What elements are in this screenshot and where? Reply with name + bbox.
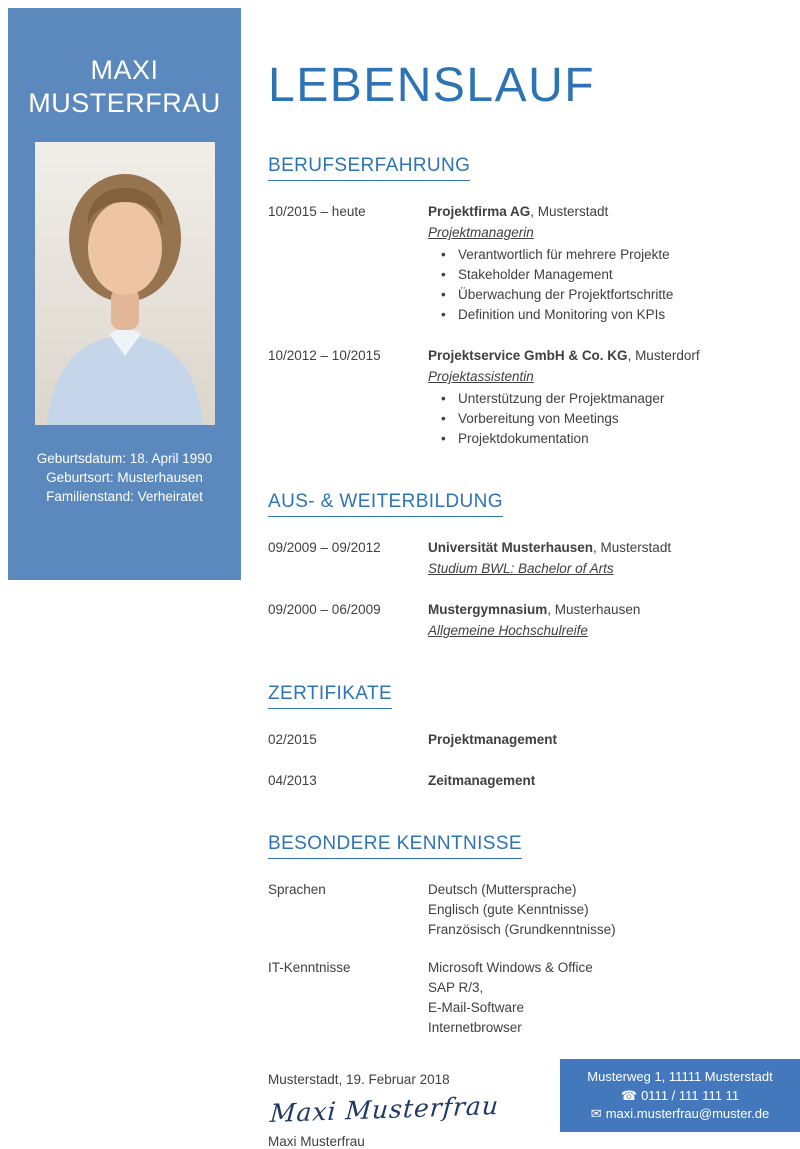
skills-lines <box>428 880 780 940</box>
education-entry <box>268 600 780 641</box>
sidebar <box>8 8 241 580</box>
certificate-entry <box>268 771 780 791</box>
marital-status: Familienstand: Verheiratet <box>46 489 203 504</box>
main-content <box>268 0 780 1149</box>
entry-period: 09/2009 – 09/2012 <box>268 540 381 555</box>
page-title: LEBENSLAUF <box>268 59 596 112</box>
section-heading-experience: BERUFSERFAHRUNG <box>268 155 470 181</box>
skills-entry <box>268 958 780 1038</box>
entry-company-line <box>428 346 780 366</box>
birth-place: Geburtsort: Musterhausen <box>46 470 203 485</box>
section-heading-certificates: ZERTIFIKATE <box>268 683 392 709</box>
personal-details <box>8 449 241 506</box>
candidate-first-name: MAXI <box>90 55 159 85</box>
birth-date: Geburtsdatum: 18. April 1990 <box>36 451 213 466</box>
contact-phone-line <box>560 1087 800 1106</box>
skill-line: Englisch (gute Kenntnisse) <box>428 902 589 917</box>
candidate-last-name: MUSTERFRAU <box>28 88 221 118</box>
job-bullet-list <box>428 245 780 325</box>
skills-entry <box>268 880 780 940</box>
handwritten-signature: Maxi Musterfrau <box>269 1090 501 1129</box>
entry-period: 09/2000 – 06/2009 <box>268 602 381 617</box>
entry-period: 10/2012 – 10/2015 <box>268 348 381 363</box>
institution-name: Universität Musterhausen <box>428 540 594 555</box>
envelope-icon: ✉ <box>590 1106 602 1121</box>
entry-content <box>428 600 780 641</box>
job-bullet: • Vorbereitung von Meetings <box>428 409 780 429</box>
entry-institution-line <box>428 600 780 620</box>
company-location: , Musterdorf <box>627 348 700 363</box>
company-name: Projektservice GmbH & Co. KG <box>428 348 628 363</box>
section-heading-education: AUS- & WEITERBILDUNG <box>268 491 503 517</box>
job-bullet: • Verantwortlich für mehrere Projekte <box>428 245 780 265</box>
job-role: Projektmanagerin <box>428 225 534 240</box>
skill-line: Microsoft Windows & Office <box>428 960 593 975</box>
entry-period: 02/2015 <box>268 732 317 747</box>
institution-name: Mustergymnasium <box>428 602 548 617</box>
candidate-name <box>8 54 241 120</box>
section-heading-skills: BESONDERE KENNTNISSE <box>268 833 522 859</box>
certificate-title: Zeitmanagement <box>428 773 536 788</box>
contact-address: Musterweg 1, 11111 Musterstadt <box>587 1069 773 1084</box>
profile-photo <box>35 142 215 425</box>
certificate-title: Projektmanagement <box>428 732 558 747</box>
education-detail: Studium BWL: Bachelor of Arts <box>428 561 614 576</box>
entry-company-line <box>428 202 780 222</box>
education-detail: Allgemeine Hochschulreife <box>428 623 588 638</box>
entry-period: 04/2013 <box>268 773 317 788</box>
experience-entry <box>268 346 780 449</box>
skill-line: Internetbrowser <box>428 1020 522 1035</box>
skills-label: Sprachen <box>268 882 326 897</box>
company-location: , Musterstadt <box>530 204 609 219</box>
skills-lines <box>428 958 780 1038</box>
job-bullet: • Überwachung der Projektfortschritte <box>428 285 780 305</box>
company-name: Projektfirma AG <box>428 204 531 219</box>
skill-line: SAP R/3, <box>428 980 484 995</box>
entry-institution-line <box>428 538 780 558</box>
contact-box <box>560 1059 800 1132</box>
job-bullet: • Unterstützung der Projektmanager <box>428 389 780 409</box>
job-bullet: • Stakeholder Management <box>428 265 780 285</box>
institution-location: , Musterhausen <box>547 602 641 617</box>
skill-line: Deutsch (Muttersprache) <box>428 882 577 897</box>
certificate-entry <box>268 730 780 750</box>
contact-email-line <box>560 1105 800 1124</box>
skill-line: E-Mail-Software <box>428 1000 525 1015</box>
entry-content <box>428 202 780 325</box>
person-portrait-icon <box>35 142 215 425</box>
entry-content <box>428 538 780 579</box>
entry-period: 10/2015 – heute <box>268 204 366 219</box>
education-entry <box>268 538 780 579</box>
typed-name: Maxi Musterfrau <box>268 1134 365 1149</box>
institution-location: , Musterstadt <box>593 540 672 555</box>
phone-icon: ☎ <box>620 1087 638 1103</box>
place-and-date: Musterstadt, 19. Februar 2018 <box>268 1072 450 1087</box>
contact-email: maxi.musterfrau@muster.de <box>605 1106 770 1121</box>
skill-line: Französisch (Grundkenntnisse) <box>428 922 616 937</box>
entry-content <box>428 346 780 449</box>
job-bullet-list <box>428 389 780 449</box>
contact-phone: 0111 / 111 111 11 <box>641 1087 740 1103</box>
job-bullet: • Projektdokumentation <box>428 429 780 449</box>
job-bullet: • Definition und Monitoring von KPIs <box>428 305 780 325</box>
job-role: Projektassistentin <box>428 369 534 384</box>
experience-entry <box>268 202 780 325</box>
skills-label: IT-Kenntnisse <box>268 960 351 975</box>
